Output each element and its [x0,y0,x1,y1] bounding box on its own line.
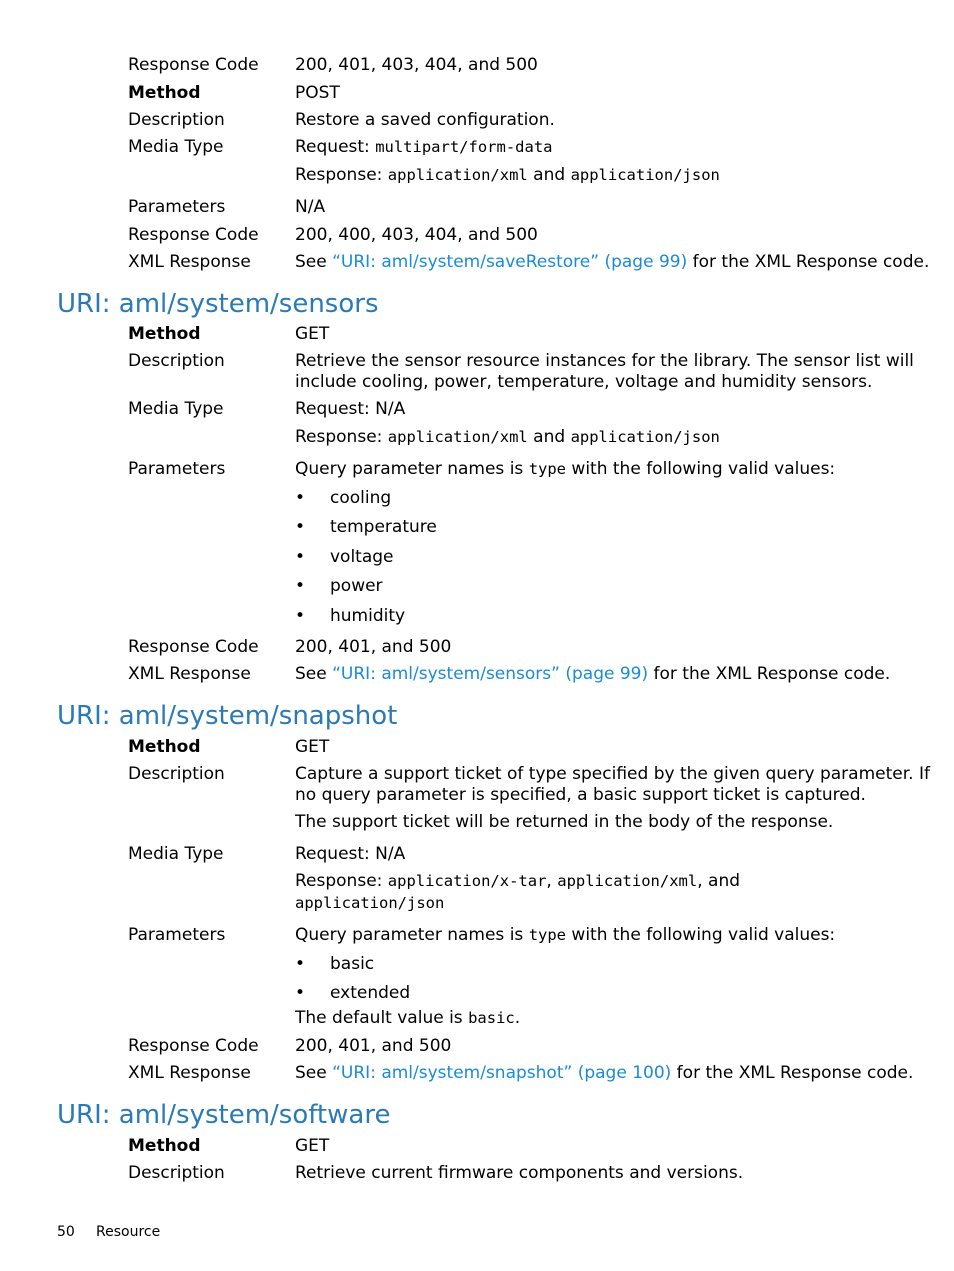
row-label: XML Response [128,664,251,684]
cross-ref-link[interactable]: “URI: aml/system/sensors” (page 99) [332,664,649,684]
row-value: GET [295,737,330,757]
row-label: Parameters [128,197,226,217]
row-value: 200, 400, 403, 404, and 500 [295,225,538,245]
bullet-icon: • [295,983,306,1003]
bullet-icon: • [295,517,306,537]
bullet-icon: • [295,576,306,596]
footer-section: Resource [96,1224,161,1240]
bullet-icon: • [295,954,306,974]
page-number: 50 [57,1224,75,1240]
section-heading: URI: aml/system/software [57,1100,391,1130]
row-label: Response Code [128,55,259,75]
row-label: Parameters [128,459,226,479]
media-response: Response: application/x-tar, application/xml, and [295,871,741,891]
row-label: Description [128,1163,225,1183]
media-response: Response: application/xml and application/json [295,165,720,185]
row-label: Media Type [128,137,224,157]
row-label: Method [128,83,201,103]
xml-response-value: See “URI: aml/system/saveRestore” (page 99) for the XML Response code. [295,252,930,272]
description-line: The support ticket will be returned in the body of the response. [295,812,834,832]
description-line: include cooling, power, temperature, voltage and humidity sensors. [295,372,873,392]
row-value: Retrieve current firmware components and versions. [295,1163,744,1183]
description-line: Retrieve the sensor resource instances for the library. The sensor list will [295,351,914,371]
row-label: Parameters [128,925,226,945]
bullet-icon: • [295,488,306,508]
section-heading: URI: aml/system/snapshot [57,701,398,731]
description-line: Capture a support ticket of type specified by the given query parameter. If [295,764,930,784]
media-request: Request: N/A [295,399,406,419]
row-label: XML Response [128,252,251,272]
media-request: Request: N/A [295,844,406,864]
params-intro: Query parameter names is type with the following valid values: [295,925,836,945]
cross-ref-link[interactable]: “URI: aml/system/saveRestore” (page 99) [332,252,688,272]
row-label: Response Code [128,637,259,657]
row-label: Response Code [128,225,259,245]
row-value: 200, 401, 403, 404, and 500 [295,55,538,75]
row-label: Method [128,737,201,757]
default-value-note: The default value is basic. [295,1008,521,1028]
section-heading: URI: aml/system/sensors [57,289,379,319]
bullet-icon: • [295,606,306,626]
description-line: no query parameter is specified, a basic support ticket is captured. [295,785,866,805]
row-value: 200, 401, and 500 [295,637,452,657]
row-label: Media Type [128,844,224,864]
row-label: Media Type [128,399,224,419]
row-value: N/A [295,197,326,217]
xml-response-value: See “URI: aml/system/sensors” (page 99) for the XML Response code. [295,664,891,684]
row-label: Method [128,1136,201,1156]
row-value: Restore a saved configuration. [295,110,555,130]
media-request: Request: multipart/form-data [295,137,553,157]
media-response-cont: application/json [295,894,445,912]
bullet-icon: • [295,547,306,567]
media-response: Response: application/xml and application/json [295,427,720,447]
params-intro: Query parameter names is type with the following valid values: [295,459,836,479]
row-label: XML Response [128,1063,251,1083]
row-label: Response Code [128,1036,259,1056]
cross-ref-link[interactable]: “URI: aml/system/snapshot” (page 100) [332,1063,672,1083]
row-label: Description [128,764,225,784]
row-label: Description [128,351,225,371]
row-value: GET [295,1136,330,1156]
row-value: GET [295,324,330,344]
row-label: Description [128,110,225,130]
xml-response-value: See “URI: aml/system/snapshot” (page 100) for the XML Response code. [295,1063,914,1083]
row-label: Method [128,324,201,344]
row-value: POST [295,83,340,103]
row-value: 200, 401, and 500 [295,1036,452,1056]
